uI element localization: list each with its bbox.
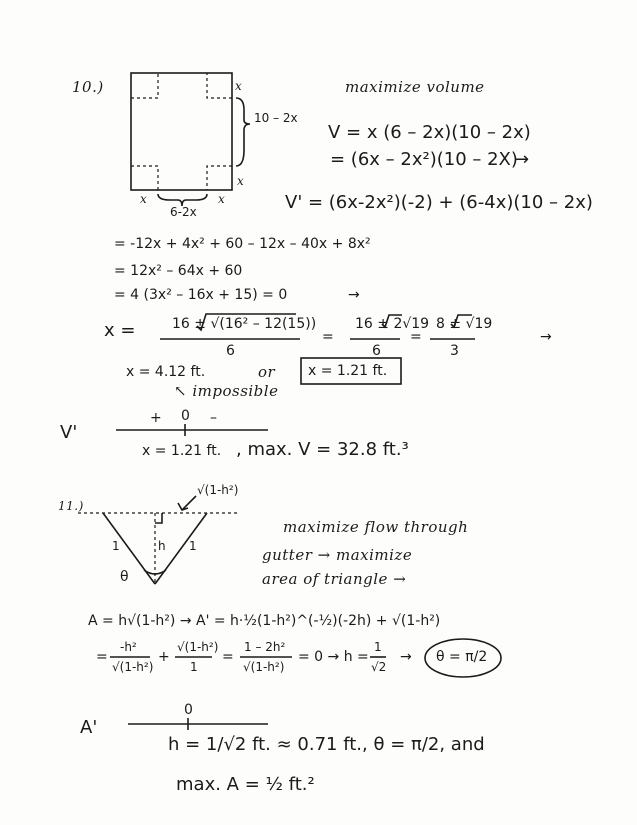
side-brace xyxy=(236,98,250,166)
plus: + xyxy=(158,649,170,665)
h-den: √2 xyxy=(371,660,387,674)
p11-heading-line-1: maximize flow through xyxy=(283,518,469,536)
simplified-numerator: 16 ± 2√19 xyxy=(355,316,430,332)
problem-11-number: 11.) xyxy=(58,499,84,513)
frac-2-num: √(1-h²) xyxy=(177,640,219,654)
bottom-length-label: 6-2x xyxy=(170,205,197,219)
p10-heading: maximize volume xyxy=(345,78,485,96)
problem-10-number: 10.) xyxy=(72,78,104,96)
sign-minus: – xyxy=(210,410,217,426)
volume-equation: V = x (6 – 2x)(10 – 2x) xyxy=(328,122,531,143)
side-label-right: 1 xyxy=(189,539,197,553)
expansion-step-1: = -12x + 4x² + 60 – 12x – 40x + 8x² xyxy=(114,236,371,252)
arrow: → xyxy=(540,329,552,345)
corner-x-label: x xyxy=(237,174,245,188)
reduced-numerator: 8 ± √19 xyxy=(436,316,493,332)
frac-3-num: 1 – 2h² xyxy=(244,640,286,654)
root-1: x = 4.12 ft. xyxy=(126,364,206,380)
critical-x: x = 1.21 ft. xyxy=(142,443,222,459)
corner-cut-top-left xyxy=(131,73,158,98)
half-base-label: √(1-h²) xyxy=(197,483,239,497)
p11-heading-line-2: gutter → maximize xyxy=(262,546,413,564)
simplified-denominator: 6 xyxy=(372,343,381,359)
frac-1-num: -h² xyxy=(120,640,137,654)
volume-expanded: = (6x – 2x²)(10 – 2X) xyxy=(330,149,518,170)
aprime-sign-zero: 0 xyxy=(184,702,193,718)
area-result-line-2: max. A = ½ ft.² xyxy=(176,774,315,795)
expansion-step-3: = 4 (3x² – 16x + 15) = 0 xyxy=(114,287,288,303)
frac-1-den: √(1-h²) xyxy=(112,660,154,674)
aprime-sign-label: A' xyxy=(80,717,98,738)
reduced-denominator: 3 xyxy=(450,343,459,359)
height-label: h xyxy=(158,539,166,553)
theta-label: θ xyxy=(120,569,129,585)
corner-cut-bottom-right xyxy=(207,166,232,190)
corner-cut-bottom-left xyxy=(131,166,158,190)
label-arrow xyxy=(182,496,196,510)
h-num: 1 xyxy=(374,640,382,654)
corner-cut-top-right xyxy=(207,73,232,98)
max-volume-result: , max. V = 32.8 ft.³ xyxy=(236,439,409,460)
box-outline xyxy=(131,73,232,190)
frac-3-den: √(1-h²) xyxy=(243,660,285,674)
vprime-sign-label: V' xyxy=(60,422,78,443)
equals: = xyxy=(322,329,334,345)
area-result-line-1: h = 1/√2 ft. ≈ 0.71 ft., θ = π/2, and xyxy=(168,734,485,755)
sign-zero: 0 xyxy=(181,408,190,424)
vprime-equation: V' = (6x-2x²)(-2) + (6-4x)(10 – 2x) xyxy=(285,192,593,213)
expansion-step-2: = 12x² – 64x + 60 xyxy=(114,263,243,279)
corner-x-label: x xyxy=(140,192,148,206)
impossible-note: ↖ impossible xyxy=(174,382,279,400)
arrow: → xyxy=(348,287,360,303)
right-angle-mark xyxy=(155,513,162,523)
quadratic-x: x = xyxy=(104,320,136,341)
quadratic-numerator: 16 ± √(16² – 12(15)) xyxy=(172,316,317,332)
arrow: → xyxy=(400,649,412,665)
theta-answer: θ = π/2 xyxy=(436,649,488,665)
or-word: or xyxy=(258,363,276,381)
corner-x-label: x xyxy=(218,192,226,206)
area-derivative-line: A = h√(1-h²) → A' = h·½(1-h²)^(-½)(-2h) + √(1-h²) xyxy=(88,613,441,629)
p11-heading-line-3: area of triangle → xyxy=(262,570,407,588)
sign-plus: + xyxy=(150,410,162,426)
side-label-left: 1 xyxy=(112,539,120,553)
corner-x-label: x xyxy=(235,79,243,93)
root-2-boxed: x = 1.21 ft. xyxy=(308,363,388,379)
side-length-label: 10 – 2x xyxy=(254,111,298,125)
equals: = xyxy=(410,329,422,345)
gutter-left-side xyxy=(103,513,155,584)
frac-2-den: 1 xyxy=(190,660,198,674)
zero-arrow: = 0 → h = xyxy=(298,649,369,665)
arrow: → xyxy=(514,149,530,170)
quadratic-denominator: 6 xyxy=(226,343,235,359)
equals: = xyxy=(222,649,234,665)
equals: = xyxy=(96,649,108,665)
